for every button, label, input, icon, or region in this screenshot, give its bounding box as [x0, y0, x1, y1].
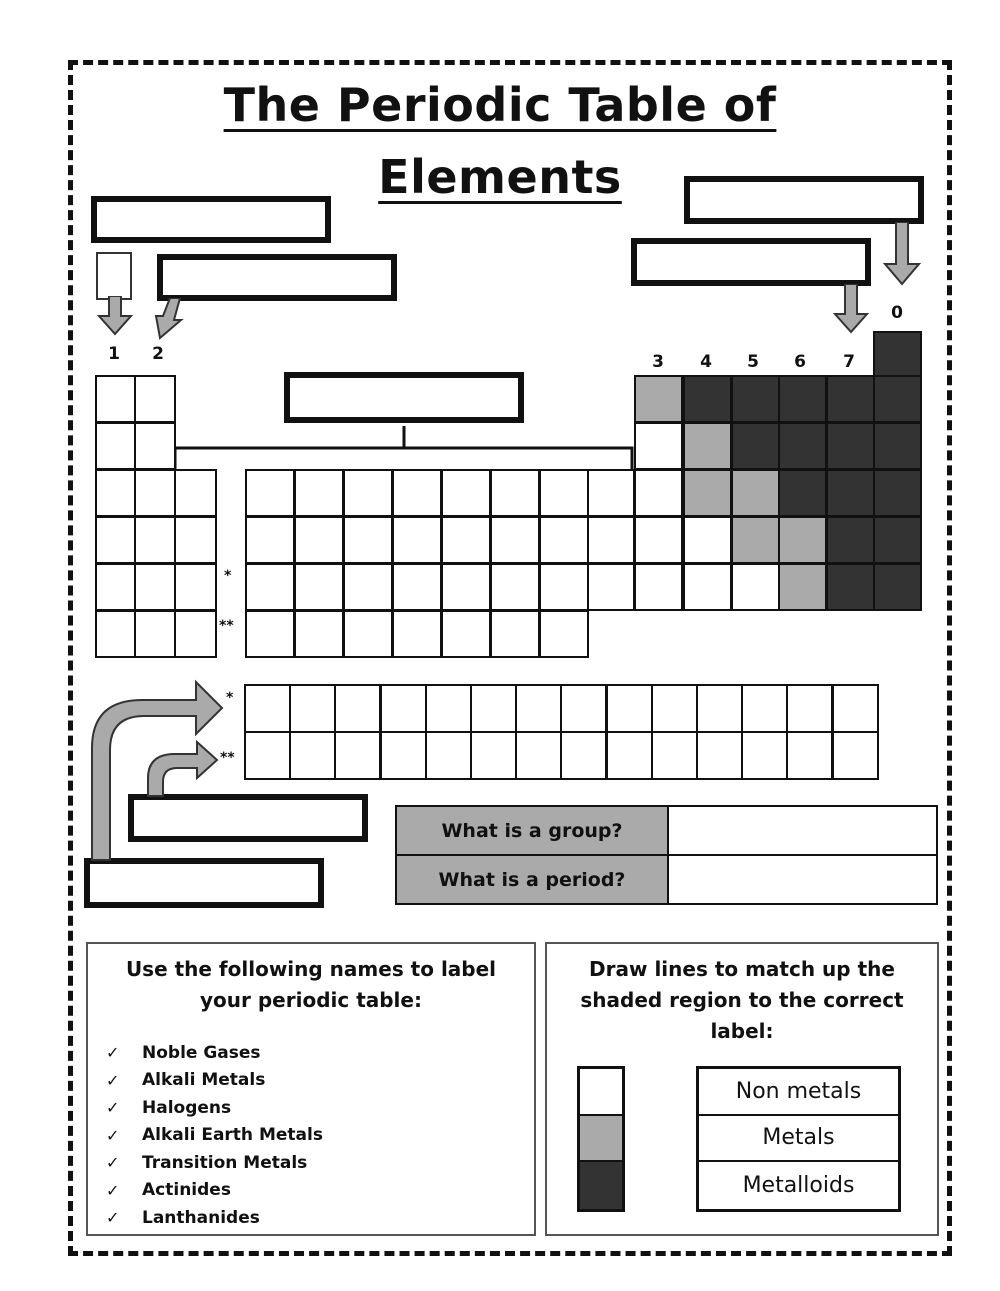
question-label: What is a period?: [397, 856, 669, 903]
element-cell: [731, 375, 780, 423]
element-cell: [683, 375, 732, 423]
element-cell: [95, 422, 136, 470]
element-cell: [174, 516, 217, 564]
names-list-item: [106, 1149, 323, 1177]
element-cell: [134, 422, 176, 470]
f-block-cell: [560, 684, 607, 733]
element-cell: [539, 469, 589, 517]
question-row: [397, 856, 936, 903]
shade-swatch: [577, 1066, 625, 1212]
element-cell: [392, 610, 442, 658]
element-cell: [873, 516, 922, 564]
names-list-label: Alkali Metals: [142, 1070, 266, 1091]
element-cell: [441, 610, 491, 658]
answer-field-group[interactable]: [669, 807, 936, 854]
f-block-cell: [786, 731, 833, 780]
element-cell: [245, 516, 295, 564]
element-cell: [245, 469, 295, 517]
element-cell: [634, 422, 683, 470]
names-list: [106, 1039, 323, 1232]
f-block-cell: [651, 684, 698, 733]
element-cell: [441, 563, 491, 611]
names-list-label: Halogens: [142, 1097, 232, 1118]
element-cell: [134, 469, 176, 517]
swatch-dark[interactable]: [580, 1162, 622, 1209]
checkmark-icon: ✓: [106, 1098, 120, 1118]
f-row-marker-2: **: [220, 750, 235, 766]
question-label: What is a group?: [397, 807, 669, 854]
label-box-halogens[interactable]: [631, 238, 871, 286]
group-number-4: 4: [700, 352, 712, 372]
f-block-cell: [334, 684, 381, 733]
element-cell: [174, 610, 217, 658]
element-cell: [731, 469, 780, 517]
element-cell: [490, 469, 540, 517]
element-cell: [683, 469, 732, 517]
match-label-non-metals[interactable]: Non metals: [699, 1069, 898, 1116]
questions-table: [395, 805, 938, 905]
lanthanide-marker: *: [224, 568, 232, 584]
answer-field-period[interactable]: [669, 856, 936, 903]
f-block-cell: [606, 684, 653, 733]
checkmark-icon: ✓: [106, 1070, 120, 1090]
element-cell: [826, 375, 875, 423]
element-cell: [778, 563, 827, 611]
element-cell: [731, 563, 780, 611]
f-block-cell: [425, 684, 472, 733]
element-cell: [134, 610, 176, 658]
element-cell: [826, 469, 875, 517]
f-block-cell: [334, 731, 381, 780]
group-number-7: 7: [843, 352, 855, 372]
element-cell: [441, 516, 491, 564]
f-block-cell: [696, 684, 743, 733]
group-number-1: 1: [108, 344, 120, 364]
f-block-cell: [470, 684, 517, 733]
element-cell: [778, 469, 827, 517]
element-cell: [294, 610, 344, 658]
arrow-down-left-icon: [148, 298, 184, 340]
f-block-cell: [380, 684, 427, 733]
element-cell: [778, 516, 827, 564]
connector-tab: [96, 252, 132, 300]
match-labels: [696, 1066, 901, 1212]
names-list-label: Transition Metals: [142, 1152, 308, 1173]
f-block-cell: [651, 731, 698, 780]
element-cell: [683, 422, 732, 470]
element-cell: [95, 563, 136, 611]
label-box-alkaline-earth[interactable]: [157, 254, 397, 301]
element-cell: [731, 422, 780, 470]
element-cell: [731, 516, 780, 564]
f-block-cell: [244, 731, 291, 780]
element-cell: [95, 375, 136, 423]
element-cell: [294, 563, 344, 611]
f-block-cell: [741, 684, 788, 733]
element-cell: [490, 563, 540, 611]
element-cell: [392, 563, 442, 611]
element-cell: [343, 563, 393, 611]
names-list-label: Alkali Earth Metals: [142, 1125, 323, 1146]
f-block-cell: [289, 684, 336, 733]
f-block-cell: [289, 731, 336, 780]
actinide-marker: **: [219, 618, 234, 634]
page-title-line2: Elements: [378, 150, 622, 204]
names-list-item: [106, 1039, 323, 1067]
element-cell: [134, 516, 176, 564]
question-row: [397, 807, 936, 856]
label-box-alkali[interactable]: [91, 196, 331, 243]
swatch-white[interactable]: [580, 1069, 622, 1116]
checkmark-icon: ✓: [106, 1043, 120, 1063]
element-cell: [587, 469, 635, 517]
element-cell: [873, 331, 922, 377]
group-number-2: 2: [152, 344, 164, 364]
element-cell: [683, 516, 732, 564]
label-box-noble-gases[interactable]: [684, 176, 924, 224]
f-block-cell: [470, 731, 517, 780]
match-label-metalloids[interactable]: Metalloids: [742, 1173, 855, 1199]
element-cell: [245, 563, 295, 611]
element-cell: [826, 563, 875, 611]
bracket: [170, 420, 640, 472]
element-cell: [441, 469, 491, 517]
element-cell: [95, 516, 136, 564]
element-cell: [539, 516, 589, 564]
element-cell: [826, 422, 875, 470]
names-list-label: Actinides: [142, 1180, 231, 1201]
element-cell: [826, 516, 875, 564]
f-block-cell: [515, 731, 562, 780]
element-cell: [343, 516, 393, 564]
arrow-down-icon: [882, 222, 922, 286]
group-number-0: 0: [891, 303, 903, 323]
arrow-down-icon: [96, 296, 134, 336]
curved-arrow-icon: [145, 740, 225, 798]
element-cell: [587, 563, 635, 611]
f-block-cell: [244, 684, 291, 733]
element-cell: [634, 375, 683, 423]
swatch-gray[interactable]: [580, 1116, 622, 1163]
element-cell: [134, 563, 176, 611]
element-cell: [873, 469, 922, 517]
names-panel: [86, 942, 536, 1236]
element-cell: [134, 375, 176, 423]
element-cell: [539, 563, 589, 611]
match-panel-heading: Draw lines to match up the shaded region to the correct label:: [580, 957, 904, 1043]
f-block-cell: [606, 731, 653, 780]
f-row-marker-1: *: [226, 690, 234, 706]
f-block-cell: [832, 731, 879, 780]
element-cell: [778, 422, 827, 470]
element-cell: [490, 610, 540, 658]
names-list-item: [106, 1122, 323, 1150]
element-cell: [343, 469, 393, 517]
arrow-down-icon: [832, 284, 870, 334]
element-cell: [634, 563, 683, 611]
f-block-cell: [786, 684, 833, 733]
element-cell: [245, 610, 295, 658]
element-cell: [683, 563, 732, 611]
group-number-3: 3: [652, 352, 664, 372]
names-list-item: [106, 1177, 323, 1205]
checkmark-icon: ✓: [106, 1125, 120, 1145]
label-box-actinides[interactable]: [84, 858, 324, 908]
element-cell: [587, 516, 635, 564]
checkmark-icon: ✓: [106, 1180, 120, 1200]
f-block-cell: [380, 731, 427, 780]
group-number-5: 5: [747, 352, 759, 372]
names-list-item: [106, 1067, 323, 1095]
element-cell: [634, 516, 683, 564]
match-label-metals[interactable]: Metals: [699, 1116, 898, 1163]
element-cell: [294, 469, 344, 517]
element-cell: [490, 516, 540, 564]
element-cell: [95, 469, 136, 517]
element-cell: [294, 516, 344, 564]
group-number-6: 6: [794, 352, 806, 372]
label-box-transition-metals[interactable]: [284, 372, 524, 423]
element-cell: [539, 610, 589, 658]
element-cell: [634, 469, 683, 517]
element-cell: [174, 563, 217, 611]
names-list-label: Lanthanides: [142, 1207, 260, 1228]
element-cell: [392, 516, 442, 564]
f-block-cell: [560, 731, 607, 780]
f-block-cell: [741, 731, 788, 780]
checkmark-icon: ✓: [106, 1208, 120, 1228]
f-block-cell: [832, 684, 879, 733]
element-cell: [95, 610, 136, 658]
element-cell: [873, 422, 922, 470]
element-cell: [873, 375, 922, 423]
names-list-label: Noble Gases: [142, 1042, 261, 1063]
f-block-cell: [425, 731, 472, 780]
element-cell: [343, 610, 393, 658]
f-block-cell: [515, 684, 562, 733]
element-cell: [778, 375, 827, 423]
checkmark-icon: ✓: [106, 1153, 120, 1173]
page-title-line1: The Periodic Table of: [223, 78, 777, 132]
element-cell: [873, 563, 922, 611]
element-cell: [174, 469, 217, 517]
f-block-cell: [696, 731, 743, 780]
names-list-item: [106, 1204, 323, 1232]
names-panel-heading: Use the following names to label your periodic table:: [125, 957, 497, 1012]
element-cell: [392, 469, 442, 517]
names-list-item: [106, 1094, 323, 1122]
